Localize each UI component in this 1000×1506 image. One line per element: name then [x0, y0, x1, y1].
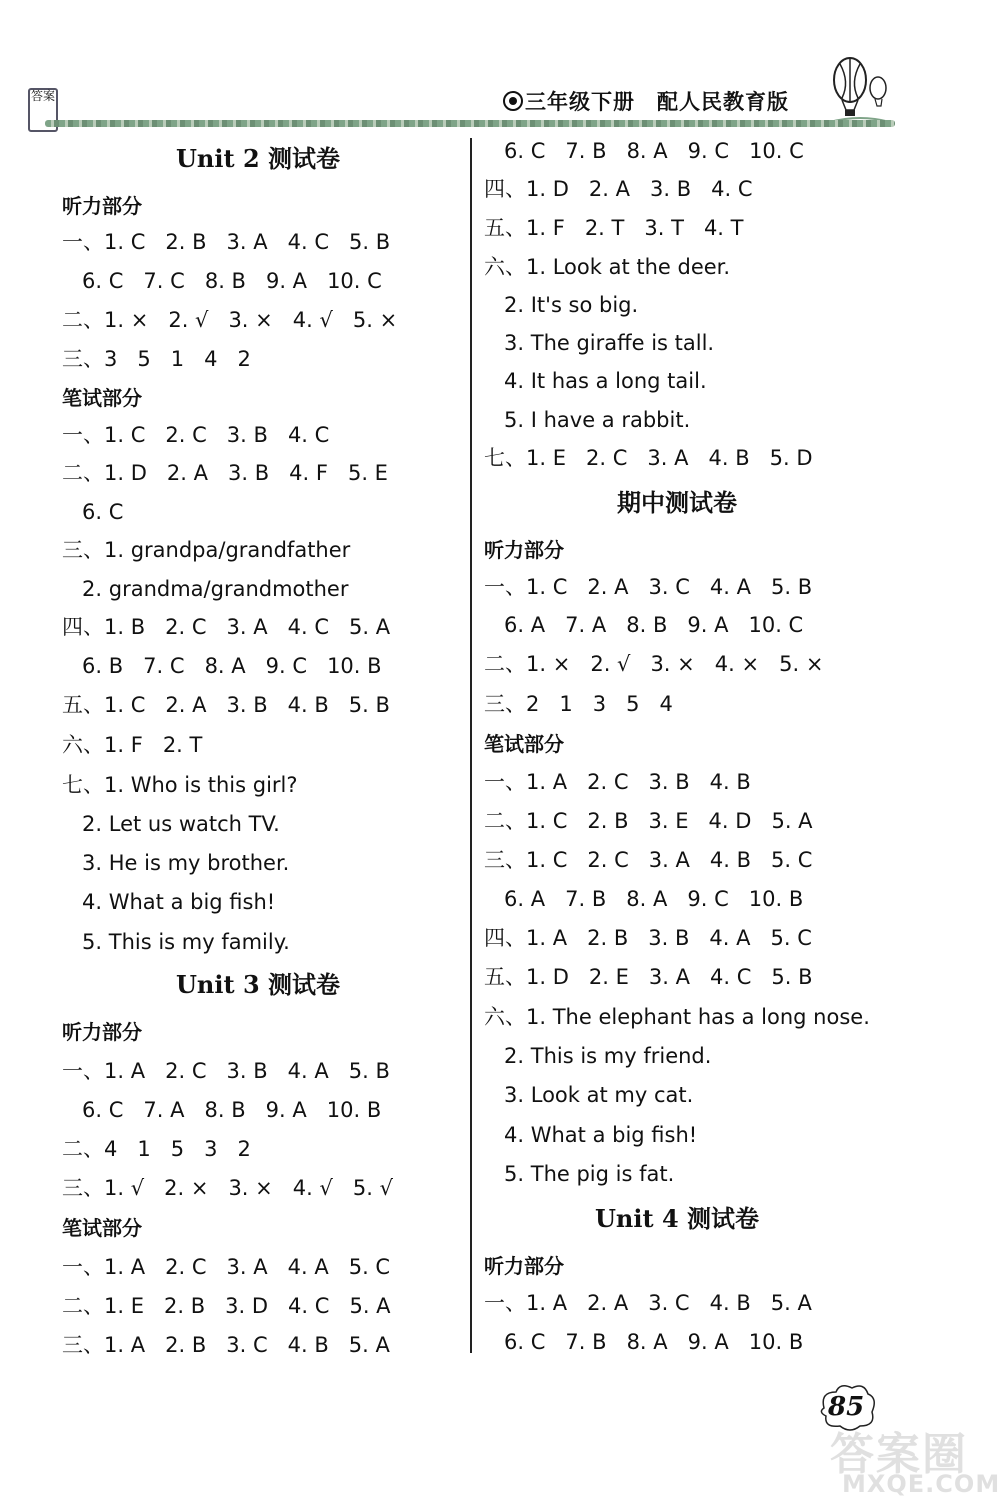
page-number-text: 85	[828, 1392, 865, 1422]
watermark	[822, 1418, 1000, 1503]
answer-line: 一、1. C 2. A 3. C 4. A 5. B	[484, 575, 813, 599]
answer-line: 三、1. grandpa/grandfather	[62, 538, 351, 562]
answer-line: 3. Look at my cat.	[484, 1083, 694, 1107]
subsection-heading: 笔试部分	[484, 732, 564, 756]
section-title: Unit 4 测试卷	[595, 1204, 759, 1233]
book-title	[503, 86, 789, 116]
answer-line: 二、1. D 2. A 3. B 4. F 5. E	[62, 461, 388, 485]
answer-line: 一、1. A 2. C 3. B 4. B	[484, 770, 751, 794]
subsection-heading: 笔试部分	[62, 386, 142, 410]
answer-line: 三、1. C 2. C 3. A 4. B 5. C	[484, 848, 813, 872]
answer-line: 二、1. × 2. √ 3. × 4. √ 5. ×	[62, 308, 398, 332]
answer-line: 四、1. B 2. C 3. A 4. C 5. A	[62, 615, 391, 639]
target-icon	[503, 91, 523, 111]
answer-line: 2. Let us watch TV.	[62, 812, 280, 836]
answer-line: 四、1. A 2. B 3. B 4. A 5. C	[484, 926, 812, 950]
answer-line: 二、4 1 5 3 2	[62, 1137, 251, 1161]
answer-line: 6. C 7. B 8. A 9. C 10. C	[484, 139, 804, 163]
answer-line: 六、1. The elephant has a long nose.	[484, 1005, 870, 1029]
answer-line: 5. I have a rabbit.	[484, 408, 691, 432]
answer-line: 三、1. √ 2. × 3. × 4. √ 5. √	[62, 1176, 393, 1200]
answer-line: 三、2 1 3 5 4	[484, 692, 673, 716]
subsection-heading: 听力部分	[62, 194, 142, 218]
answer-line: 五、1. F 2. T 3. T 4. T	[484, 216, 744, 240]
answer-line: 二、1. C 2. B 3. E 4. D 5. A	[484, 809, 813, 833]
answer-line: 5. This is my family.	[62, 930, 290, 954]
answer-line: 5. The pig is fat.	[484, 1162, 675, 1186]
answer-line: 一、1. A 2. C 3. A 4. A 5. C	[62, 1255, 391, 1279]
answer-line: 七、1. Who is this girl?	[62, 773, 298, 797]
page-header	[0, 0, 1000, 140]
answer-line: 6. B 7. C 8. A 9. C 10. B	[62, 654, 382, 678]
answer-line: 三、1. A 2. B 3. C 4. B 5. A	[62, 1333, 390, 1357]
answer-line: 三、3 5 1 4 2	[62, 347, 251, 371]
answer-line: 二、1. × 2. √ 3. × 4. × 5. ×	[484, 652, 824, 676]
column-divider	[470, 138, 472, 1353]
answer-line: 六、1. Look at the deer.	[484, 255, 731, 279]
answer-line: 一、1. A 2. A 3. C 4. B 5. A	[484, 1291, 812, 1315]
answer-line: 6. A 7. A 8. B 9. A 10. C	[484, 613, 804, 637]
answer-line: 4. What a big fish!	[62, 890, 276, 914]
answer-line: 五、1. C 2. A 3. B 4. B 5. B	[62, 693, 390, 717]
watermark-url: MXQE.COM	[842, 1470, 1000, 1498]
section-title: Unit 2 测试卷	[176, 144, 340, 173]
answer-line: 6. C	[62, 500, 124, 524]
answer-line: 6. C 7. B 8. A 9. A 10. B	[484, 1330, 804, 1354]
side-answer-mark: 答案	[28, 88, 58, 132]
answer-line: 6. A 7. B 8. A 9. C 10. B	[484, 887, 804, 911]
subsection-heading: 听力部分	[484, 538, 564, 562]
answer-line: 3. The giraffe is tall.	[484, 331, 715, 355]
section-title: 期中测试卷	[617, 488, 737, 517]
answer-line: 七、1. E 2. C 3. A 4. B 5. D	[484, 446, 813, 470]
answer-line: 3. He is my brother.	[62, 851, 290, 875]
answer-line: 6. C 7. A 8. B 9. A 10. B	[62, 1098, 382, 1122]
book-title-text: 三年级下册 配人民教育版	[525, 90, 789, 114]
answer-line: 4. It has a long tail.	[484, 369, 707, 393]
answer-line: 2. grandma/grandmother	[62, 577, 349, 601]
answer-line: 四、1. D 2. A 3. B 4. C	[484, 177, 753, 201]
watermark-main: 答案圈	[830, 1429, 968, 1480]
answer-line: 一、1. A 2. C 3. B 4. A 5. B	[62, 1059, 390, 1083]
header-rule	[45, 120, 895, 127]
answer-line: 2. This is my friend.	[484, 1044, 712, 1068]
subsection-heading: 听力部分	[484, 1254, 564, 1278]
answer-line: 6. C 7. C 8. B 9. A 10. C	[62, 269, 382, 293]
answer-line: 六、1. F 2. T	[62, 733, 203, 757]
answer-line: 一、1. C 2. C 3. B 4. C	[62, 423, 330, 447]
answer-line: 一、1. C 2. B 3. A 4. C 5. B	[62, 230, 391, 254]
answer-line: 五、1. D 2. E 3. A 4. C 5. B	[484, 965, 813, 989]
answer-line: 2. It's so big.	[484, 293, 639, 317]
answer-line: 4. What a big fish!	[484, 1123, 698, 1147]
section-title: Unit 3 测试卷	[176, 970, 340, 999]
subsection-heading: 笔试部分	[62, 1216, 142, 1240]
subsection-heading: 听力部分	[62, 1020, 142, 1044]
answer-line: 二、1. E 2. B 3. D 4. C 5. A	[62, 1294, 391, 1318]
